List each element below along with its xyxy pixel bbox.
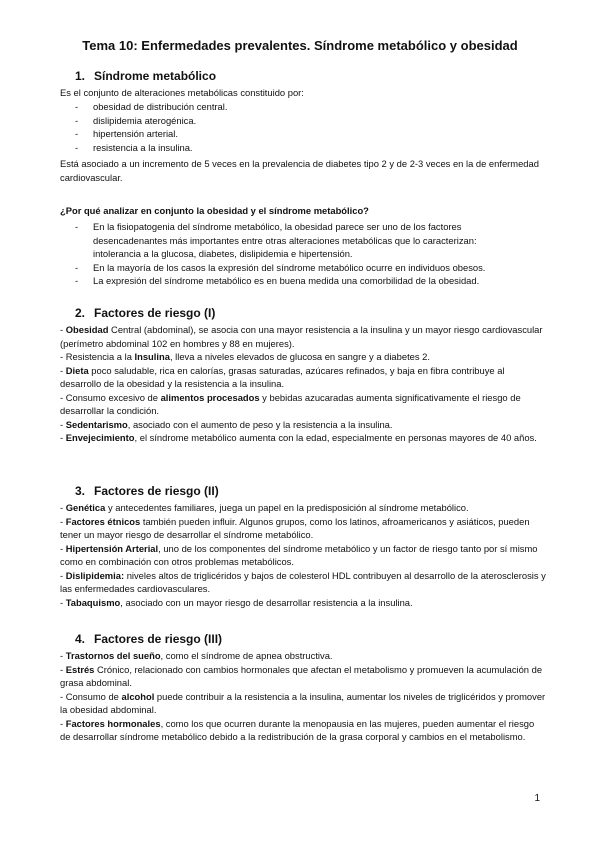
section-1-after: Está asociado a un incremento de 5 veces en la prevalencia de diabetes tipo 2 y de 2-3 veces en la de enfermedad cardiovascular. — [60, 158, 539, 183]
page-number: 1 — [534, 793, 540, 804]
section-1-intro: Es el conjunto de alteraciones metabólicas constituido por: — [60, 87, 304, 98]
section-3-body — [60, 501, 546, 609]
paragraph-line: - Factores étnicos también pueden influir. Algunos grupos, como los latinos, afroamericanos y asiáticos, pueden tener un mayor riesgo de desarrollar el síndrome metabólico. — [60, 515, 530, 540]
paragraph-line: - Resistencia a la Insulina, lleva a niveles elevados de glucosa en sangre y a diabetes 2. — [60, 351, 431, 362]
paragraph-line: - Tabaquismo, asociado con un mayor riesgo de desarrollar resistencia a la insulina. — [60, 596, 413, 608]
section-4-body — [60, 649, 546, 744]
section-2-heading: 2. Factores de riesgo (I) — [75, 306, 216, 320]
paragraph-line: - Genética y antecedentes familiares, juega un papel en la predisposición al síndrome metabólico. — [60, 502, 469, 513]
list-item: - hipertensión arterial. — [75, 127, 545, 141]
section-1-question-list — [75, 220, 520, 288]
section-2-body — [60, 323, 546, 445]
paragraph-line: - Dieta poco saludable, rica en calorías, grasas saturadas, azúcares refinados, y baja en fibra contribuye al desarrollo de la obesidad y la resistencia a la insulina. — [60, 364, 505, 389]
document-title: Tema 10: Enfermedades prevalentes. Síndrome metabólico y obesidad — [82, 38, 518, 53]
section-3-heading: 3. Factores de riesgo (II) — [75, 484, 219, 498]
paragraph-line: - Factores hormonales, como los que ocurren durante la menopausia en las mujeres, pueden aumentar el riesgo de desarrollar síndrome metabólico debido a la redistribución de la grasa corporal y cambios en el metabolismo. — [60, 717, 535, 742]
list-item: - En la fisiopatogenia del síndrome metabólico, la obesidad parece ser uno de los factores desencadenantes más importantes entre otras alteraciones metabólicas que lo caracterizan: intolerancia a la glucosa, diabetes, dislipidemia e hipertensión. — [75, 220, 520, 261]
section-4-heading: 4. Factores de riesgo (III) — [75, 632, 223, 646]
paragraph-line: - Trastornos del sueño, como el síndrome de apnea obstructiva. — [60, 650, 333, 661]
paragraph-line: - Sedentarismo, asociado con el aumento de peso y la resistencia a la insulina. — [60, 418, 393, 430]
paragraph-line: - Envejecimiento, el síndrome metabólico aumenta con la edad, especialmente en personas mayores de 40 años. — [60, 432, 537, 443]
list-item: - La expresión del síndrome metabólico es en buena medida una comorbilidad de la obesidad. — [75, 274, 520, 288]
paragraph-line: - Obesidad Central (abdominal), se asocia con una mayor resistencia a la insulina y un mayor riesgo cardiovascular (perímetro abdominal 102 en hombres y 88 en mujeres). — [60, 324, 543, 349]
paragraph-line: - Estrés Crónico, relacionado con cambios hormonales que afectan el metabolismo y promueven la acumulación de grasa abdominal. — [60, 663, 543, 688]
list-item: - obesidad de distribución central. — [75, 100, 545, 114]
paragraph-line: - Consumo excesivo de alimentos procesados y bebidas azucaradas aumenta significativamente el riesgo de desarrollar la condición. — [60, 391, 521, 416]
list-item: - En la mayoría de los casos la expresión del síndrome metabólico ocurre en individuos obesos. — [75, 261, 520, 275]
paragraph-line: - Dislipidemia: niveles altos de triglicéridos y bajos de colesterol HDL contribuyen al desarrollo de la aterosclerosis y las enfermedades cardiovasculares. — [60, 569, 546, 594]
section-1-list — [75, 100, 545, 154]
paragraph-line: - Hipertensión Arterial, uno de los componentes del síndrome metabólico y un factor de riesgo tanto por sí mismo como en combinación con otros problemas metabólicos. — [60, 542, 538, 567]
section-1-heading: 1. Síndrome metabólico — [75, 69, 217, 83]
section-1-question: ¿Por qué analizar en conjunto la obesidad y el síndrome metabólico? — [60, 205, 369, 216]
list-item: - resistencia a la insulina. — [75, 141, 545, 155]
list-item: - dislipidemia aterogénica. — [75, 114, 545, 128]
paragraph-line: - Consumo de alcohol puede contribuir a la resistencia a la insulina, aumentar los niveles de triglicéridos y promover la obesidad abdominal. — [60, 690, 546, 715]
